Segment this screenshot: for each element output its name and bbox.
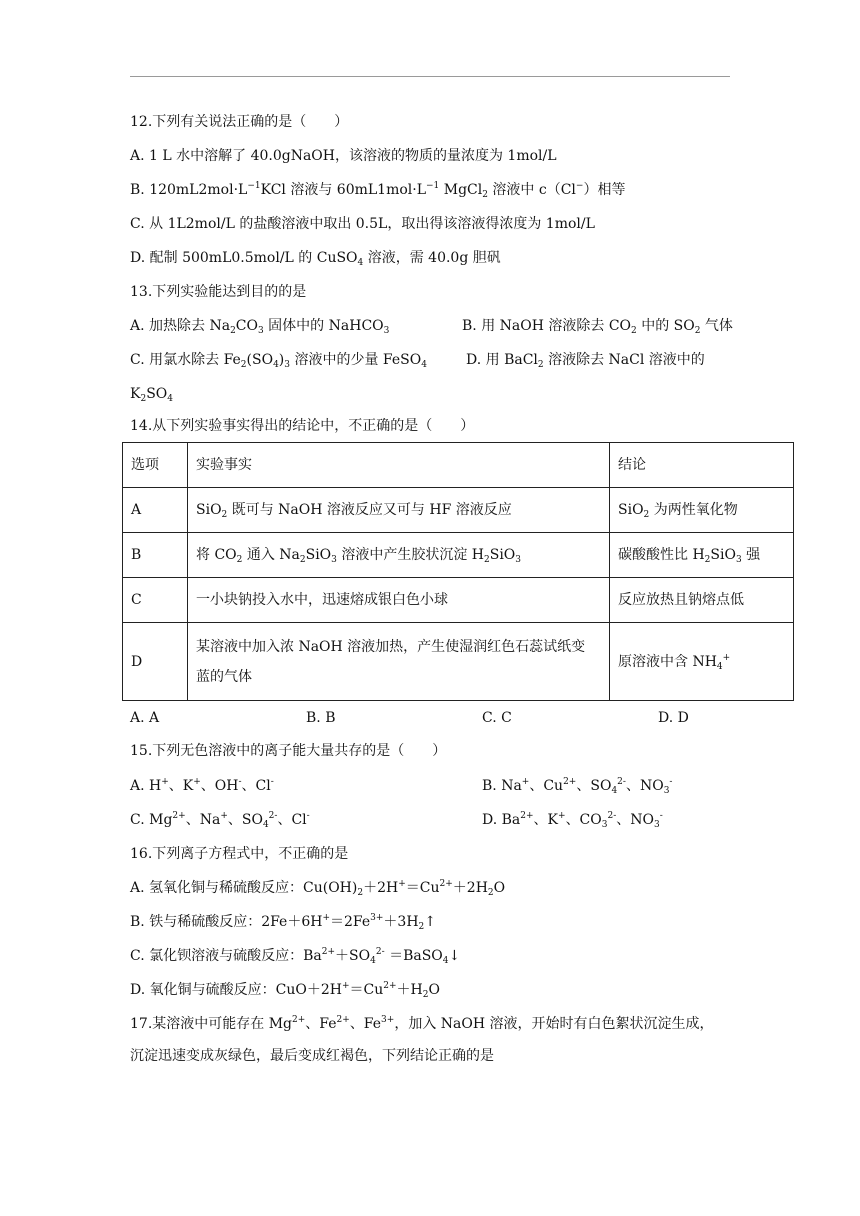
- q13-option-c: C. 用氯水除去 $Fe_2(SO_4)_3$ 溶液中的少量 FeSO$_4$: [130, 352, 427, 370]
- q14-table: [122, 442, 794, 701]
- q17-line-1: 17.某溶液中可能存在 $Mg^{2+}$、$Fe^{2+}$、$Fe^{3+}$，加入 NaOH 溶液，开始时有白色絮状沉淀生成，: [130, 1015, 714, 1032]
- table-row: C 一小块钠投入水中，迅速熔成银白色小球 反应放热且钠熔点低: [123, 578, 794, 623]
- header-fact: 实验事实: [188, 443, 610, 488]
- q12-option-c: C. 从 1L2mol/L 的盐酸溶液中取出 0.5L，取出得该溶液得浓度为 1mol/L: [130, 216, 595, 232]
- q15-option-d: D. $Ba^{2+}$、K+、$CO_3^{2-}$、$NO_3^-$: [482, 811, 663, 830]
- q13-title: 13.下列实验能达到目的的是: [130, 284, 307, 300]
- q16-option-d: D. 氧化铜与硫酸反应：$CuO+2H^+=Cu^{2+}+H_2O$: [130, 981, 440, 1000]
- q12-option-d: D. 配制 500mL0.5mol/L 的 CuSO$_4$ 溶液，需 40.0g 胆矾: [130, 250, 501, 268]
- table-header-row: [123, 443, 794, 488]
- table-row: D 某溶液中加入浓 NaOH 溶液加热，产生使湿润红色石蕊试纸变 蓝的气体 原溶液中含 $NH_4^+$: [123, 623, 794, 701]
- q17-line-2: 沉淀迅速变成灰绿色，最后变成红褐色，下列结论正确的是: [130, 1048, 494, 1064]
- q12-option-a: A. 1 L 水中溶解了 40.0gNaOH，该溶液的物质的量浓度为 1mol/L: [130, 148, 557, 164]
- q13-option-a: A. 加热除去 $Na_2CO_3$ 固体中的 NaHCO$_3$: [130, 318, 390, 336]
- header-conclusion: 结论: [610, 443, 794, 488]
- q16-option-c: C. 氯化钡溶液与硫酸反应：$Ba^{2+}+SO_4^{2-}$ ＝BaSO$_4$↓: [130, 947, 461, 966]
- q14-option-c: C. C: [482, 710, 512, 726]
- header-option: 选项: [123, 443, 188, 488]
- q12-title: 12.下列有关说法正确的是（ ）: [130, 114, 349, 130]
- q14-option-d: D. D: [658, 710, 689, 726]
- q16-title: 16.下列离子方程式中，不正确的是: [130, 846, 349, 862]
- q14-option-a: A. A: [130, 710, 160, 726]
- q16-option-a: A. 氢氧化铜与稀硫酸反应：$Cu(OH)_2+2H^+=Cu^{2+}+2H_2O$: [130, 879, 506, 898]
- q12-option-b: B. $120mL2mol\cdot L^{-1}KCl$ 溶液与 $60mL1mol\cdot L^{-1}$ MgCl$_2$ 溶液中 c（Cl−）相等: [130, 181, 626, 200]
- q15-title: 15.下列无色溶液中的离子能大量共存的是（ ）: [130, 743, 447, 759]
- q14-option-b: B. B: [306, 710, 336, 726]
- q15-option-b: B. Na+、$Cu^{2+}$、$SO_4^{2-}$、$NO_3^-$: [482, 777, 673, 796]
- q16-option-b: B. 铁与稀硫酸反应：$2Fe+6H^+=2Fe^{3+}+3H_2↑$: [130, 913, 437, 932]
- table-row: A SiO$_2$ 既可与 NaOH 溶液反应又可与 HF 溶液反应 SiO$_2$ 为两性氧化物: [123, 488, 794, 533]
- q15-option-a: A. H+、K+、OH-、Cl-: [130, 777, 274, 794]
- q13-option-d: D. 用 BaCl$_2$ 溶液除去 NaCl 溶液中的: [466, 352, 705, 370]
- q15-option-c: C. $Mg^{2+}$、Na+、$SO_4^{2-}$、Cl-: [130, 811, 310, 830]
- header-divider: [130, 76, 730, 77]
- q14-title: 14.从下列实验事实得出的结论中，不正确的是（ ）: [130, 418, 475, 434]
- q13-option-d-wrap: $K_2SO_4$: [130, 386, 174, 404]
- table-row: B 将 $CO_2$ 通入 $Na_2SiO_3$ 溶液中产生胶状沉淀 $H_2SiO_3$ 碳酸酸性比 $H_2SiO_3$ 强: [123, 533, 794, 578]
- q13-option-b: B. 用 NaOH 溶液除去 $CO_2$ 中的 $SO_2$ 气体: [462, 318, 733, 336]
